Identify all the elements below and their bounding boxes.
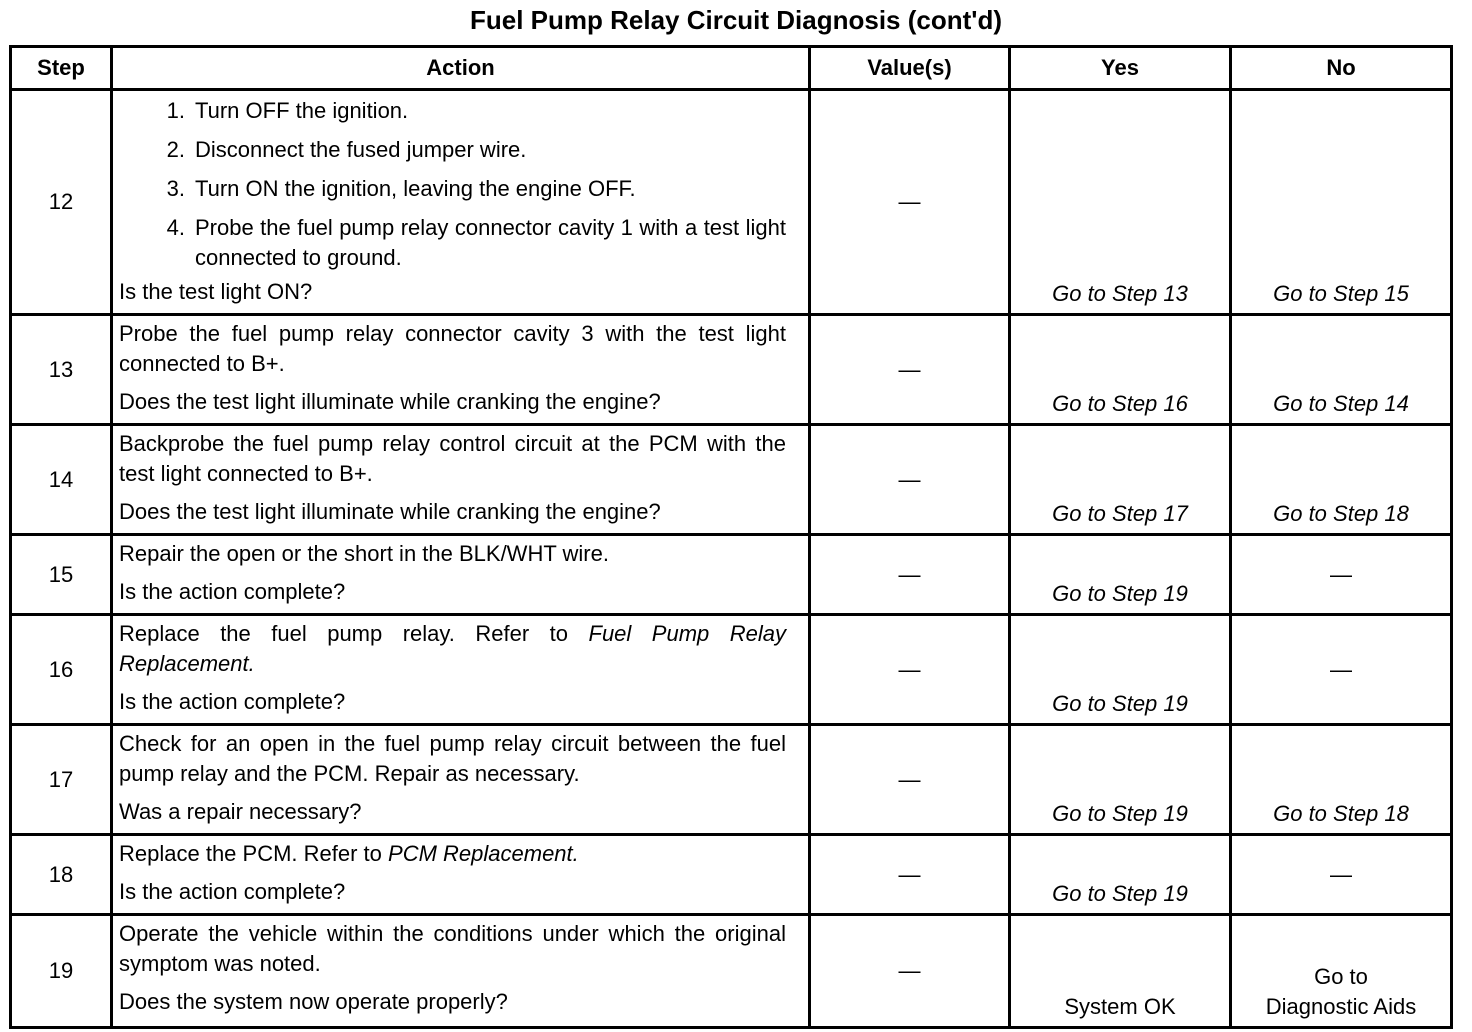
action-cell — [112, 425, 810, 535]
action-question: Does the test light illuminate while cranking the engine? — [119, 499, 661, 524]
header-no: No — [1231, 47, 1452, 90]
no-cell: — — [1231, 535, 1452, 615]
instruction-text: Replace the PCM. Refer to — [119, 841, 382, 866]
table-row — [11, 90, 1452, 315]
list-item — [119, 135, 786, 165]
step-number: 18 — [11, 835, 112, 915]
header-yes: Yes — [1010, 47, 1231, 90]
action-instruction: Repair the open or the short in the BLK/WHT wire. — [119, 541, 609, 566]
action-question: Does the test light illuminate while cranking the engine? — [119, 389, 661, 414]
action-cell — [112, 615, 810, 725]
yes-cell: Go to Step 13 — [1010, 90, 1231, 315]
action-question: Is the action complete? — [119, 689, 346, 714]
yes-cell: Go to Step 19 — [1010, 835, 1231, 915]
header-values: Value(s) — [810, 47, 1010, 90]
no-cell — [1231, 915, 1452, 1028]
yes-cell: System OK — [1010, 915, 1231, 1028]
value-cell: — — [810, 315, 1010, 425]
action-question: Is the action complete? — [119, 879, 346, 904]
action-question: Is the action complete? — [119, 579, 346, 604]
substep-number: 1. — [166, 98, 185, 123]
no-cell: — — [1231, 835, 1452, 915]
action-instruction: Operate the vehicle within the conditions under which the original symptom was noted. — [119, 921, 786, 976]
table-header-row — [11, 47, 1452, 90]
value-cell: — — [810, 835, 1010, 915]
step-number: 16 — [11, 615, 112, 725]
action-instruction — [119, 619, 786, 679]
list-item — [119, 96, 786, 126]
table-row — [11, 915, 1452, 1028]
action-instruction: Probe the fuel pump relay connector cavity 3 with the test light connected to B+. — [119, 321, 786, 376]
table-row — [11, 725, 1452, 835]
instruction-reference: PCM Replacement. — [388, 841, 579, 866]
value-cell: — — [810, 725, 1010, 835]
no-cell: Go to Step 18 — [1231, 725, 1452, 835]
action-cell — [112, 535, 810, 615]
action-cell — [112, 90, 810, 315]
table-row — [11, 615, 1452, 725]
action-question: Is the test light ON? — [119, 279, 313, 304]
table-row — [11, 315, 1452, 425]
header-step: Step — [11, 47, 112, 90]
substep-number: 3. — [166, 176, 185, 201]
action-instruction — [119, 839, 786, 869]
action-cell — [112, 835, 810, 915]
header-action: Action — [112, 47, 810, 90]
no-cell: Go to Step 18 — [1231, 425, 1452, 535]
action-cell — [112, 315, 810, 425]
step-number: 19 — [11, 915, 112, 1028]
no-cell-line: Diagnostic Aids — [1265, 994, 1417, 1019]
substep-list — [119, 96, 786, 273]
action-question: Does the system now operate properly? — [119, 989, 508, 1014]
value-cell: — — [810, 425, 1010, 535]
no-cell: — — [1231, 615, 1452, 725]
table-row — [11, 425, 1452, 535]
substep-text: Turn ON the ignition, leaving the engine OFF. — [195, 176, 636, 201]
substep-number: 4. — [166, 215, 185, 240]
diagnosis-table — [9, 45, 1453, 1029]
table-row — [11, 535, 1452, 615]
step-number: 13 — [11, 315, 112, 425]
yes-cell: Go to Step 19 — [1010, 535, 1231, 615]
action-cell — [112, 725, 810, 835]
instruction-text: Replace the fuel pump relay. Refer to — [119, 621, 569, 646]
action-question: Was a repair necessary? — [119, 799, 362, 824]
step-number: 17 — [11, 725, 112, 835]
substep-text: Disconnect the fused jumper wire. — [195, 137, 527, 162]
no-cell: Go to Step 14 — [1231, 315, 1452, 425]
step-number: 14 — [11, 425, 112, 535]
yes-cell: Go to Step 19 — [1010, 725, 1231, 835]
value-cell: — — [810, 535, 1010, 615]
action-instruction: Check for an open in the fuel pump relay circuit between the fuel pump relay and the PCM. Repair as necessary. — [119, 731, 786, 786]
list-item — [119, 213, 786, 273]
value-cell: — — [810, 615, 1010, 725]
table-row — [11, 835, 1452, 915]
substep-text: Turn OFF the ignition. — [195, 98, 409, 123]
instruction-reference: Fuel Pump Relay Replacement. — [119, 621, 786, 676]
no-cell-line: Go to — [1314, 964, 1368, 989]
value-cell: — — [810, 90, 1010, 315]
substep-text: Probe the fuel pump relay connector cavity 1 with a test light connected to ground. — [195, 215, 786, 270]
no-cell: Go to Step 15 — [1231, 90, 1452, 315]
yes-cell: Go to Step 16 — [1010, 315, 1231, 425]
step-number: 15 — [11, 535, 112, 615]
step-number: 12 — [11, 90, 112, 315]
list-item — [119, 174, 786, 204]
value-cell: — — [810, 915, 1010, 1028]
substep-number: 2. — [166, 137, 185, 162]
action-instruction: Backprobe the fuel pump relay control circuit at the PCM with the test light connected to B+. — [119, 431, 786, 486]
action-cell — [112, 915, 810, 1028]
yes-cell: Go to Step 19 — [1010, 615, 1231, 725]
yes-cell: Go to Step 17 — [1010, 425, 1231, 535]
page-title: Fuel Pump Relay Circuit Diagnosis (cont'd) — [469, 5, 1003, 35]
